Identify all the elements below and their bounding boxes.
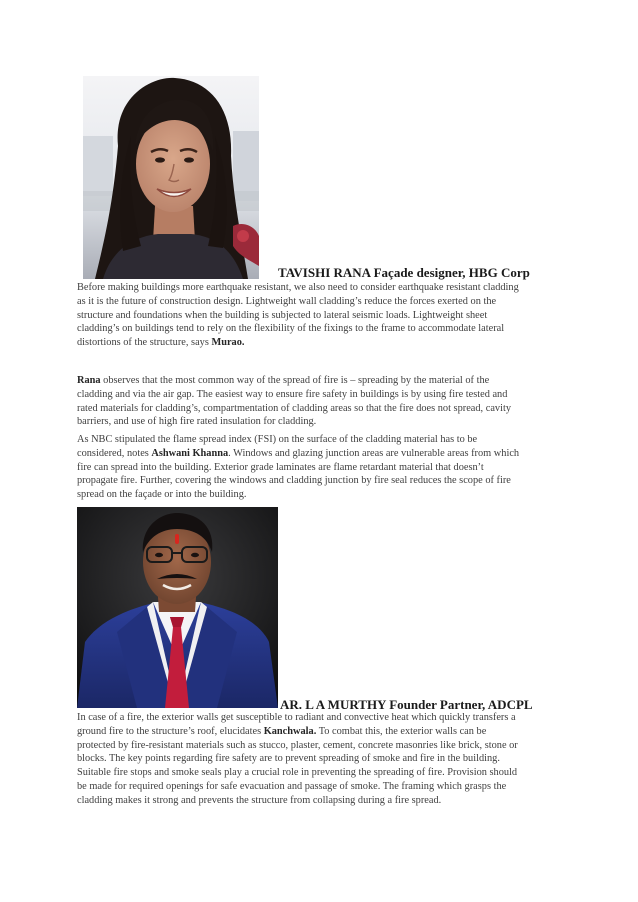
text-line: spread on the façade or into the building. (77, 489, 247, 501)
text-line: Suitable fire stops and smoke seals play a crucial role in preventing the spreading of fire. Provision should (77, 767, 518, 779)
paragraph (77, 433, 569, 502)
attributed-name: Kanchwala. (263, 725, 317, 737)
paragraph (77, 711, 569, 808)
text-line: rated materials for cladding’s, compartmentation of cladding areas so that the fire does not spread, cavity (77, 402, 511, 414)
text-line: structure and foundations when the building is subjected to lateral seismic loads. Lightweight sheet (77, 309, 488, 321)
text-run: considered, notes (77, 447, 152, 459)
text-line (77, 336, 569, 350)
text-line: protected by fire-resistant materials such as stucco, plaster, cement, concrete masonries like brick, stone or (77, 739, 518, 751)
text-line: cladding’s on buildings tend to rely on the flexibility of the fixings to the frame to accommodate lateral (77, 323, 505, 335)
text-line: Before making buildings more earthquake resistant, we also need to consider earthquake resistant cladding (77, 282, 519, 293)
text-line: as it is the future of construction design. Lightweight wall cladding’s reduce the forces exerted on the (77, 295, 497, 307)
text-line: fire can spread into the building. Exterior grade laminates are flame retardant material that doesn’t (77, 461, 484, 473)
text-run: . Windows and glazing junction areas are vulnerable areas from which (228, 447, 520, 459)
text-line (77, 447, 569, 461)
text-run: observes that the most common way of the spread of fire is – spreading by the material of the (100, 375, 490, 386)
attributed-name: Ashwani Khanna (151, 447, 229, 459)
text-line: In case of a fire, the exterior walls get susceptible to radiant and convective heat which quickly transfers a (77, 712, 516, 723)
text-run: To combat this, the exterior walls can be (316, 725, 487, 737)
paragraph (77, 281, 569, 350)
portrait-photo-man (77, 507, 278, 708)
text-line: cladding makes it strong and prevents the structure from collapsing during a fire spread. (77, 794, 442, 806)
text-line (77, 725, 569, 739)
text-line: blocks. The key points regarding fire safety are to prevent spreading of smoke and fire in the building. (77, 753, 500, 765)
profile-caption: TAVISHI RANA Façade designer, HBG Corp (278, 265, 530, 280)
text-line: propagate fire. Further, covering the windows and cladding junction by fire seal reduces the scope of fire (77, 475, 511, 487)
text-line: cladding and via the air gap. The easiest way to ensure fire safety in buildings is by using fire tested and (77, 388, 508, 400)
text-run: distortions of the structure, says (77, 337, 212, 349)
text-line: be made for required openings for safe evacuation and passage of smoke. The framing which grasps the (77, 780, 507, 792)
text-line (77, 374, 569, 388)
attributed-name: Rana (77, 375, 101, 386)
text-line: As NBC stipulated the flame spread index (FSI) on the surface of the cladding material has to be (77, 434, 478, 445)
text-run: ground fire to the structure’s roof, elucidates (77, 725, 264, 737)
profile-caption: AR. L A MURTHY Founder Partner, ADCPL (280, 697, 533, 712)
text-line: barriers, and use of high fire rated insulation for cladding. (77, 416, 317, 428)
paragraph (77, 374, 569, 429)
portrait-photo-woman (83, 76, 259, 279)
attributed-name: Murao. (211, 337, 245, 349)
